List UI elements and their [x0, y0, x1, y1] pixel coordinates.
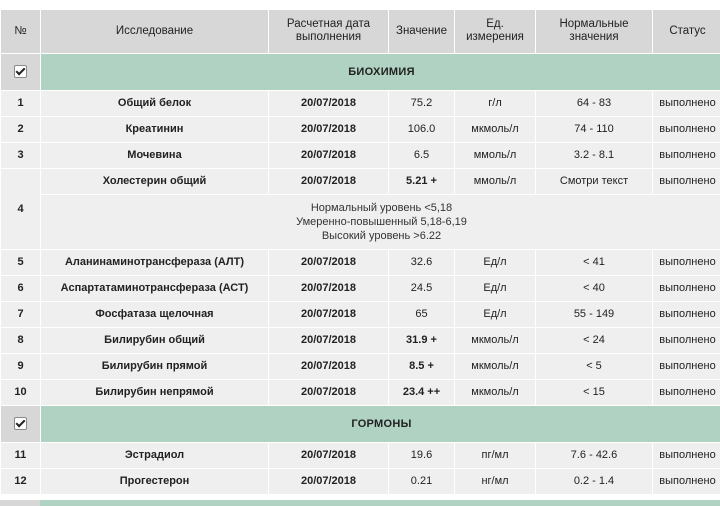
normal-range: 64 - 83: [536, 90, 653, 116]
normal-range: 0.2 - 1.4: [536, 468, 653, 494]
unit: мкмоль/л: [455, 327, 536, 353]
due-date: 20/07/2018: [269, 168, 389, 194]
unit: ммоль/л: [455, 142, 536, 168]
test-name: Аспартатаминотрансфераза (АСТ): [41, 275, 269, 301]
col-header-date-line2: выполнения: [295, 31, 362, 44]
row-number: 10: [1, 379, 41, 405]
next-section-strip: [0, 500, 720, 506]
table-row[interactable]: [1, 353, 720, 379]
due-date: 20/07/2018: [269, 353, 389, 379]
unit: пг/мл: [455, 442, 536, 468]
status: выполнено: [653, 249, 720, 275]
table-row[interactable]: [1, 90, 720, 116]
unit: мкмоль/л: [455, 379, 536, 405]
result-value: 75.2: [389, 90, 455, 116]
section-checkbox[interactable]: [14, 417, 27, 430]
normal-range: 7.6 - 42.6: [536, 442, 653, 468]
normal-range: < 5: [536, 353, 653, 379]
table-row[interactable]: [1, 327, 720, 353]
test-name: Билирубин общий: [41, 327, 269, 353]
result-note: [41, 194, 720, 249]
status: выполнено: [653, 353, 720, 379]
unit: мкмоль/л: [455, 116, 536, 142]
result-value: 0.21: [389, 468, 455, 494]
table-row[interactable]: [1, 301, 720, 327]
col-header-date: [269, 5, 389, 53]
row-number: 7: [1, 301, 41, 327]
due-date: 20/07/2018: [269, 116, 389, 142]
test-name: Холестерин общий: [41, 168, 269, 194]
row-number: 8: [1, 327, 41, 353]
row-number: 9: [1, 353, 41, 379]
row-number: 12: [1, 468, 41, 494]
table-header-row: [1, 5, 720, 53]
table-row[interactable]: [1, 468, 720, 494]
section-checkbox[interactable]: [14, 65, 27, 78]
result-value: 65: [389, 301, 455, 327]
due-date: 20/07/2018: [269, 90, 389, 116]
test-name: Общий белок: [41, 90, 269, 116]
status: выполнено: [653, 142, 720, 168]
row-number: 6: [1, 275, 41, 301]
unit: Ед/л: [455, 275, 536, 301]
normal-range: < 15: [536, 379, 653, 405]
table-row[interactable]: [1, 275, 720, 301]
section-header-row: [1, 53, 720, 90]
note-line: Высокий уровень >6.22: [321, 229, 442, 242]
status: выполнено: [653, 116, 720, 142]
status: выполнено: [653, 379, 720, 405]
due-date: 20/07/2018: [269, 275, 389, 301]
status: выполнено: [653, 90, 720, 116]
note-line: Нормальный уровень <5,18: [310, 201, 453, 214]
result-value: 19.6: [389, 442, 455, 468]
due-date: 20/07/2018: [269, 249, 389, 275]
normal-range: < 24: [536, 327, 653, 353]
test-name: Креатинин: [41, 116, 269, 142]
result-value: 23.4 ++: [389, 379, 455, 405]
result-value: 24.5: [389, 275, 455, 301]
table-row[interactable]: [1, 249, 720, 275]
row-number: 3: [1, 142, 41, 168]
table-row[interactable]: [1, 116, 720, 142]
next-section-strip-num: [0, 500, 40, 506]
note-row: [1, 194, 720, 249]
normal-range: 55 - 149: [536, 301, 653, 327]
normal-range: Смотри текст: [536, 168, 653, 194]
note-line: Умеренно-повышенный 5,18-6,19: [296, 215, 467, 228]
col-header-unit-line1: Ед.: [486, 18, 504, 31]
col-header-unit-line2: измерения: [466, 31, 524, 44]
due-date: 20/07/2018: [269, 379, 389, 405]
result-value: 31.9 +: [389, 327, 455, 353]
section-title: БИОХИМИЯ: [41, 53, 720, 90]
normal-range: 74 - 110: [536, 116, 653, 142]
normal-range: < 40: [536, 275, 653, 301]
unit: ммоль/л: [455, 168, 536, 194]
section-checkbox-cell[interactable]: [1, 53, 41, 90]
normal-range: < 41: [536, 249, 653, 275]
unit: мкмоль/л: [455, 353, 536, 379]
due-date: 20/07/2018: [269, 468, 389, 494]
unit: Ед/л: [455, 301, 536, 327]
result-value: 106.0: [389, 116, 455, 142]
table-row[interactable]: [1, 142, 720, 168]
test-name: Фосфатаза щелочная: [41, 301, 269, 327]
status: выполнено: [653, 468, 720, 494]
test-name: Билирубин прямой: [41, 353, 269, 379]
test-name: Мочевина: [41, 142, 269, 168]
status: выполнено: [653, 301, 720, 327]
status: выполнено: [653, 442, 720, 468]
col-header-unit: [455, 5, 536, 53]
unit: нг/мл: [455, 468, 536, 494]
result-value: 6.5: [389, 142, 455, 168]
test-name: Эстрадиол: [41, 442, 269, 468]
due-date: 20/07/2018: [269, 142, 389, 168]
section-checkbox-cell[interactable]: [1, 405, 41, 442]
test-name: Аланинаминотрансфераза (АЛТ): [41, 249, 269, 275]
due-date: 20/07/2018: [269, 327, 389, 353]
result-value: 8.5 +: [389, 353, 455, 379]
table-row[interactable]: [1, 442, 720, 468]
result-value: 32.6: [389, 249, 455, 275]
row-number: 1: [1, 90, 41, 116]
unit: г/л: [455, 90, 536, 116]
row-number: 2: [1, 116, 41, 142]
col-header-norm-line1: Нормальные: [559, 18, 629, 31]
normal-range: 3.2 - 8.1: [536, 142, 653, 168]
test-name: Прогестерон: [41, 468, 269, 494]
status: выполнено: [653, 168, 720, 194]
table-row[interactable]: [1, 168, 720, 194]
row-number: 4: [1, 168, 41, 249]
section-title: ГОРМОНЫ: [41, 405, 720, 442]
row-number: 11: [1, 442, 41, 468]
due-date: 20/07/2018: [269, 442, 389, 468]
section-header-row: [1, 405, 720, 442]
status: выполнено: [653, 327, 720, 353]
unit: Ед/л: [455, 249, 536, 275]
row-number: 5: [1, 249, 41, 275]
col-header-num: №: [1, 5, 41, 53]
col-header-status: Статус: [653, 5, 720, 53]
table-row[interactable]: [1, 379, 720, 405]
col-header-date-line1: Расчетная дата: [286, 18, 371, 31]
col-header-norm: [536, 5, 653, 53]
col-header-value: Значение: [389, 5, 455, 53]
due-date: 20/07/2018: [269, 301, 389, 327]
status: выполнено: [653, 275, 720, 301]
result-value: 5.21 +: [389, 168, 455, 194]
test-name: Билирубин непрямой: [41, 379, 269, 405]
col-header-test: Исследование: [41, 5, 269, 53]
col-header-norm-line2: значения: [569, 31, 619, 44]
